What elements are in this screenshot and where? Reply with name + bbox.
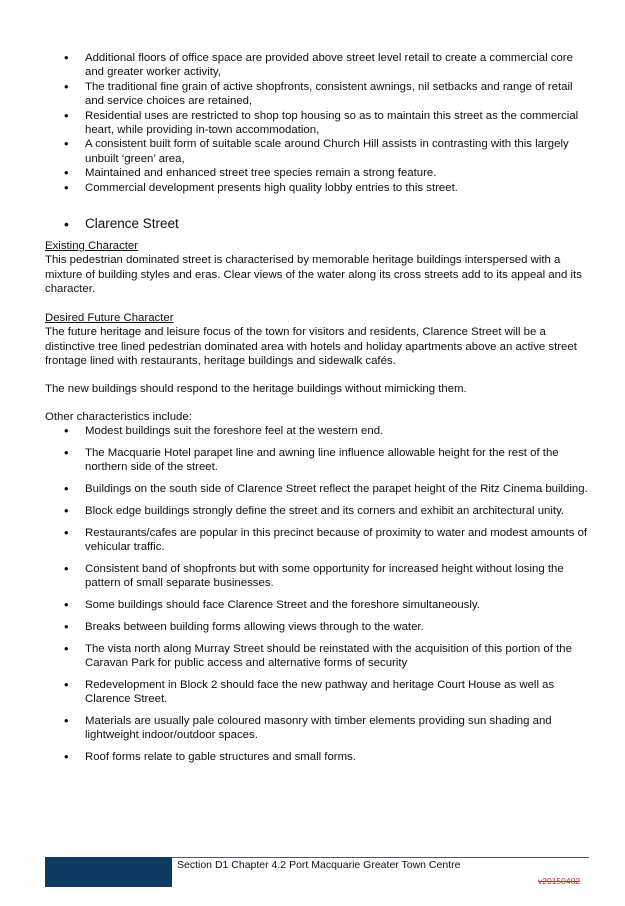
list-item: • Modest buildings suit the foreshore feel at the western end. (45, 424, 593, 438)
list-item: • Maintained and enhanced street tree species remain a strong feature. (45, 166, 593, 180)
list-item: • Consistent band of shopfronts but with some opportunity for increased height without losing the pattern of small separate businesses. (45, 562, 593, 591)
desired-character-title: Desired Future Character (45, 312, 174, 324)
list-item: • Additional floors of office space are provided above street level retail to create a commercial core and greater worker activity, (45, 51, 593, 80)
existing-character-section (45, 239, 590, 297)
list-item: • A consistent built form of suitable scale around Church Hill assists in contrasting with this largely unbuilt ‘green’ area, (45, 137, 593, 166)
list-item: • Breaks between building forms allowing views through to the water. (45, 620, 593, 634)
list-item: • Materials are usually pale coloured masonry with timber elements providing sun shading and lightweight indoor/outdoor spaces. (45, 714, 593, 743)
footer-color-bar (45, 857, 172, 887)
response-paragraph: The new buildings should respond to the heritage buildings without mimicking them. (45, 383, 467, 395)
list-item: • Redevelopment in Block 2 should face the new pathway and heritage Court House as well as Clarence Street. (45, 678, 593, 707)
footer-divider (172, 857, 589, 858)
list-item: • Residential uses are restricted to shop top housing so as to maintain this street as the commercial heart, while providing in-town accommodation, (45, 109, 593, 138)
commercial-characteristics-list (45, 51, 593, 195)
list-item: • The Macquarie Hotel parapet line and awning line influence allowable height for the rest of the northern side of the street. (45, 446, 593, 475)
version-label: v20150402 (538, 876, 581, 886)
desired-character-text: The future heritage and leisure focus of the town for visitors and residents, Clarence Street will be a distinctive tree lined pedestrian dominated area with hotels and holiday apartments above an active street frontage lined with restaurants, heritage buildings and sidewalk cafés. (45, 326, 577, 368)
existing-character-title: Existing Character (45, 240, 139, 252)
list-item: • Buildings on the south side of Clarence Street reflect the parapet height of the Ritz Cinema building. (45, 482, 593, 496)
list-item: • Roof forms relate to gable structures and small forms. (45, 750, 593, 764)
list-item: • The traditional fine grain of active shopfronts, consistent awnings, nil setbacks and range of retail and service choices are retained, (45, 80, 593, 109)
other-characteristics-intro: Other characteristics include: (45, 411, 192, 423)
section-heading: • Clarence Street (45, 215, 593, 233)
list-item: • Restaurants/cafes are popular in this precinct because of proximity to water and modest amounts of vehicular traffic. (45, 526, 593, 555)
list-item: • Some buildings should face Clarence Street and the foreshore simultaneously. (45, 598, 593, 612)
existing-character-text: This pedestrian dominated street is characterised by memorable heritage buildings interspersed with a mixture of building styles and eras. Clear views of the water along its cross streets add to its appeal and its character. (45, 254, 582, 296)
desired-character-section (45, 311, 590, 369)
other-characteristics-list (45, 424, 593, 772)
footer-section-title: Section D1 Chapter 4.2 Port Macquarie Greater Town Centre (177, 859, 461, 871)
list-item: • Block edge buildings strongly define the street and its corners and exhibit an architectural unity. (45, 504, 593, 518)
list-item: • Commercial development presents high quality lobby entries to this street. (45, 181, 593, 195)
list-item: • The vista north along Murray Street should be reinstated with the acquisition of this portion of the Caravan Park for public access and alternative forms of security (45, 642, 593, 671)
